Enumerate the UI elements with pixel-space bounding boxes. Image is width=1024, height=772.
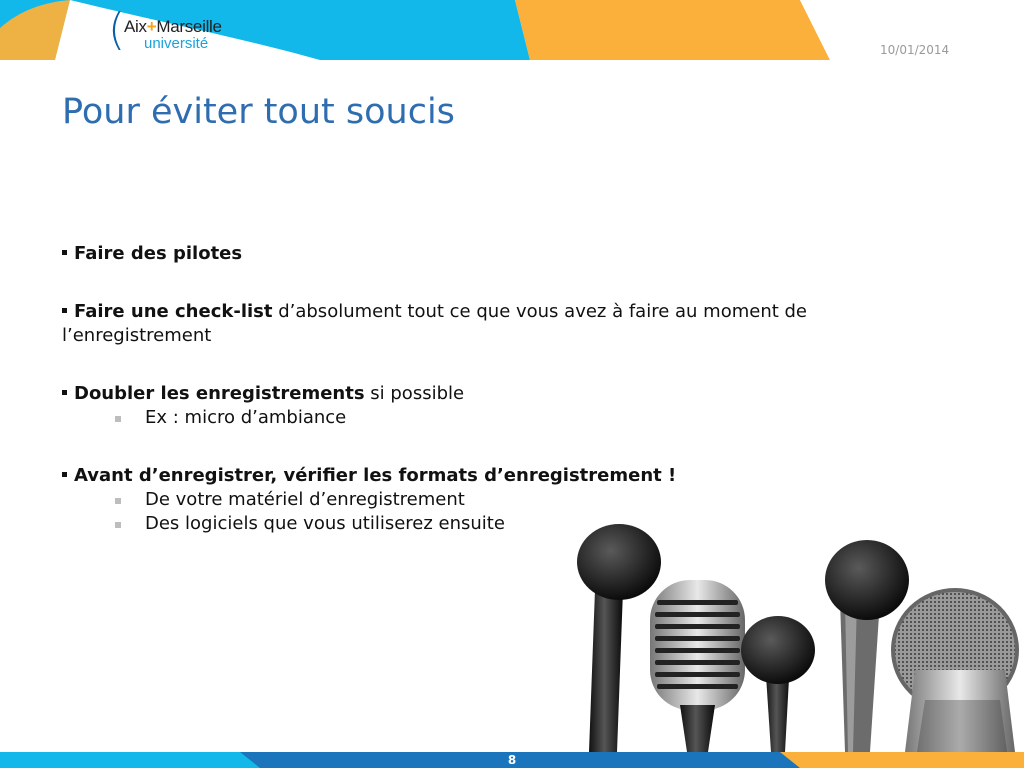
slide-content — [62, 242, 942, 536]
bullet-item: Faire des pilotes — [62, 242, 942, 266]
sub-bullet-item: De votre matériel d’enregistrement — [62, 488, 942, 512]
sub-bullet-square-icon — [115, 498, 121, 504]
logo-line1: Aix+Marseille — [124, 17, 222, 36]
bullet-square-icon — [62, 308, 67, 313]
sub-bullet-square-icon — [115, 416, 121, 422]
page-number: 8 — [507, 753, 517, 767]
sub-bullet-item: Ex : micro d’ambiance — [62, 406, 942, 430]
bullet-item: Avant d’enregistrer, vérifier les formats d’enregistrement ! — [62, 464, 942, 488]
logo-bracket: ( — [108, 4, 126, 55]
microphones-image — [545, 520, 1024, 752]
bullet-item: Faire une check-list d’absolument tout ce que vous avez à faire au moment de l’enregistrement — [62, 301, 808, 346]
slide-title: Pour éviter tout soucis — [62, 92, 455, 132]
bullet-square-icon — [62, 472, 67, 477]
logo-line2: université — [144, 35, 209, 52]
sub-bullet-square-icon — [115, 522, 121, 528]
university-logo — [108, 4, 238, 58]
bullet-item: Doubler les enregistrements si possible — [62, 382, 942, 406]
bullet-square-icon — [62, 250, 67, 255]
bullet-square-icon — [62, 390, 67, 395]
sub-bullet-item: Des logiciels que vous utiliserez ensuite — [62, 512, 942, 536]
slide-date: 10/01/2014 — [880, 43, 950, 57]
